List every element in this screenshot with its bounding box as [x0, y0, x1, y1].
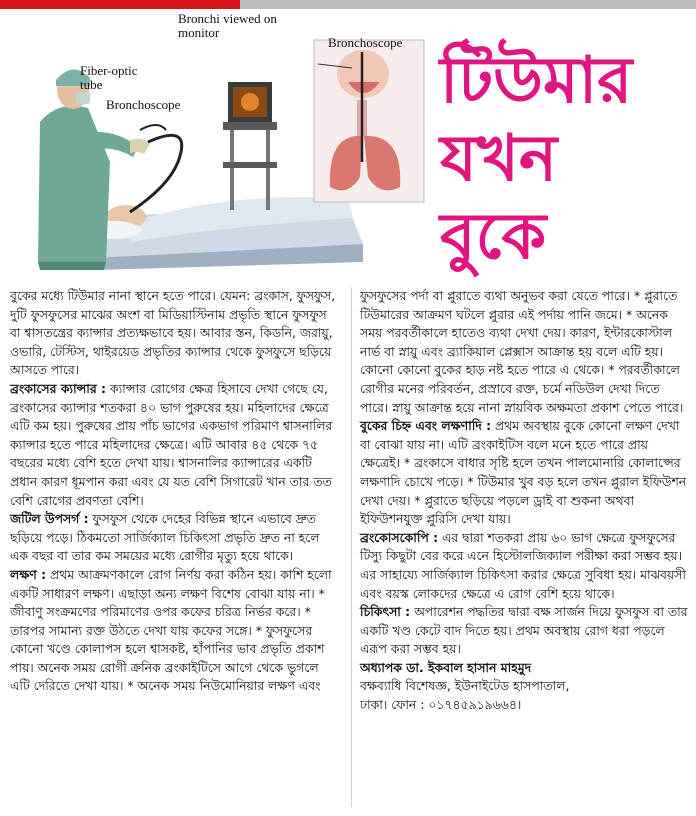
signs-text: প্রথম অবস্থায় বুকে কোনো লক্ষণ দেখা বা বোঝা যায় না। এটি ব্রংকাইটিস বলে মনে হতে পারে প্রায় ক্ষেত্রেই। * ব্রংকাসে বাধার সৃষ্টি হলে তখন পালমোনারি কোলাপ্সের লক্ষণাদি চোখে পড়ে। * টিউমার খুব বড় হলে তখন প্লুরাল ইফিউশন দেখা দেয়। * প্লুরাতে ছড়িয়ে পড়লে ড্রাই বা শুকনা অথবা ইফিউশনযুক্ত প্লুরিসি দেখা যায়। [360, 418, 687, 527]
treatment-heading: চিকিৎসা : [360, 604, 411, 620]
complex-section [10, 510, 340, 566]
bronchoscopy-illustration [18, 12, 428, 270]
headline-line-3: বুকে [440, 200, 547, 274]
continued-paragraph: ফুসফুসের পর্দা বা প্লুরাতে ব্যথা অনুভব করা যেতে পারে। * প্লুরাতে টিউমারের আক্রমণ ঘটলে প্লুরার এই পর্দায় পানি জমে। * অনেক সময় পরবর্তীকালে হাতেও ব্যথা দেখা দেয়। কারণ, ইন্টারকোস্টাল নার্ভ বা স্নায়ু এবং ব্র্যাকিয়াল প্লেক্সাস আক্রান্ত হয় বলে এটি হয়। কোনো কোনো বুকের হাড় নষ্ট হতে পারে এ থেকে। * পরবর্তীকালে রোগীর মনের পরিবর্তন, প্রস্রাবে রক্ত, চর্মে নডিউল দেখা দিতে পারে। স্নায়ু আক্রান্ত হয়ে নানা স্নায়বিক অক্ষমতা প্রকাশ পেতে পারে। [360, 288, 684, 415]
article-column-left [10, 287, 340, 696]
bronchoscopy-heading: ব্রংকোসকোপি : [360, 529, 439, 545]
illustration-svg [18, 12, 428, 270]
symptom-section [10, 566, 340, 696]
mask [76, 92, 90, 104]
cancer-section [10, 380, 340, 510]
label-bronchoscope-left: Bronchoscope [106, 97, 181, 112]
complex-text: ফুসফুস থেকে দেহের বিভিন্ন স্থানে এভাবে দ্রুত ছড়িয়ে পড়ে। ঠিকমতো সার্জিক্যাল চিকিৎসা প্রভৃতি দ্রুত না হলে এক বছর বা তার কম সময়ের মধ্যে রোগীর মৃত্যু হয়ে থাকে। [10, 511, 320, 564]
cancer-text: ক্যান্সার রোগের ক্ষেত্র হিসাবে দেখা গেছে যে, ব্রংকাসের ক্যান্সার শতকরা ৪০ ভাগ পুরুষের হয়। মহিলাদের ক্ষেত্রে এটি কম হয়। পুরুষের প্রায় পাঁচ ভাগের একভাগ পরিমাণ শ্বাসনালির ক্যান্সার হতে পারে মহিলাদের ক্ষেত্রে। এটি আবার ৪৫ থেকে ৭৫ বছরের মধ্যে বেশি হতে দেখা যায়। শ্বাসনালির ক্যান্সারের একটি প্রধান কারণ ধূমপান করা এবং যে যত বেশি সিগারেট খান তার তত বেশি রোগের প্রবণতা বেশি। [10, 380, 333, 508]
symptom-text: প্রথম আক্রমণকালে রোগ নির্ণয় করা কঠিন হয়। কাশি হলো একটি সাধারণ লক্ষণ। এছাড়া অন্য লক্ষণ বিশেষ বোঝা যায় না। * জীবাণু সংক্রমণের পরিমাণের ওপর কফের চরিত্র নির্ভর করে। * তারপর সামান্য রক্ত উঠতে দেখা যায় কফের সঙ্গে। * ফুসফুসের কোনো খণ্ডে কোলাপস হলে শ্বাসকষ্ট, হাঁপানির ভাব প্রভৃতি প্রকাশ পায়। অনেক সময় রোগী ক্রনিক ব্রংকাইটিসে আগে থেকে ভুগলে এটি দেরিতে দেখা যায়। * অনেক সময় নিউমোনিয়ার লক্ষণ এবং [10, 566, 332, 694]
symptom-heading: লক্ষণ : [10, 566, 47, 582]
complex-heading: জটিল উপসর্গ : [10, 511, 89, 527]
label-bronchi: Bronchi viewed on monitor [178, 11, 277, 40]
column-divider [351, 287, 352, 807]
bronchoscopy-text: এর দ্বারা শতকরা প্রায় ৬০ ভাগ ক্ষেত্রে ফুসফুসের টিস্যু কিছুটা বের করে এনে হিস্টোলজিক্যাল পরীক্ষা করা সম্ভব হয়। এর সাহায্যে সার্জিক্যাল চিকিৎসা করার ক্ষেত্রে সুবিধা হয়। মাঝবয়সী এবং বয়স্ক লোকদের ক্ষেত্রে এ রোগ বেশি হয়ে থাকে। [360, 529, 686, 601]
top-accent-bar [0, 0, 240, 9]
signs-section [360, 417, 690, 529]
label-bronchoscope-right: Bronchoscope [328, 35, 403, 50]
author-name: অধ্যাপক ডা. ইকবাল হাসান মাহমুদ [360, 659, 532, 675]
headline-line-1: টিউমার [440, 44, 633, 118]
treatment-section [360, 603, 690, 659]
bronchoscopy-section [360, 529, 690, 603]
cancer-heading: ব্রংকাসের ক্যান্সার : [10, 380, 106, 396]
author-affiliation: বক্ষব্যাধি বিশেষজ্ঞ, ইউনাইটেড হাসপাতাল, [360, 678, 570, 694]
label-fiber-optic: Fiber-optic tube [80, 63, 138, 92]
headline-line-2: যখন [440, 122, 558, 196]
top-gray-bar [240, 0, 696, 9]
treatment-text: অপারেশন পদ্ধতির দ্বারা বক্ষ সার্জন দিয়ে ফুসফুস বা তার একটি খণ্ড কেটে বাদ দিতে হয়। প্রথম অবস্থায় রোগ ধরা পড়লে এরূপ করা সম্ভব হয়। [360, 604, 688, 657]
article-headline [440, 42, 680, 276]
author-contact: ঢাকা। ফোন : ০১৭৪৫৯১৯৬৬৪। [360, 697, 522, 713]
intro-paragraph: বুকের মধ্যে টিউমার নানা স্থানে হতে পারে। যেমন: ব্রংকাস, ফুসফুস, দুটি ফুসফুসের মাঝের অংশ বা মিডিয়াস্টিনাম প্রভৃতি স্থানে ফুসফুস বা শ্বাসতন্ত্রের ক্যান্সার প্রত্যক্ষভাবে হয়। আবার স্তন, কিডনি, জরায়ু, ওভারি, টেস্টিস, থাইরয়েড প্রভৃতির ক্যান্সার থেকে ফুসফুসে ছড়িয়ে আসতে পারে। [10, 288, 336, 378]
article-column-right [360, 287, 690, 715]
signs-heading: বুকের চিহ্ন এবং লক্ষণাদি : [360, 418, 492, 434]
